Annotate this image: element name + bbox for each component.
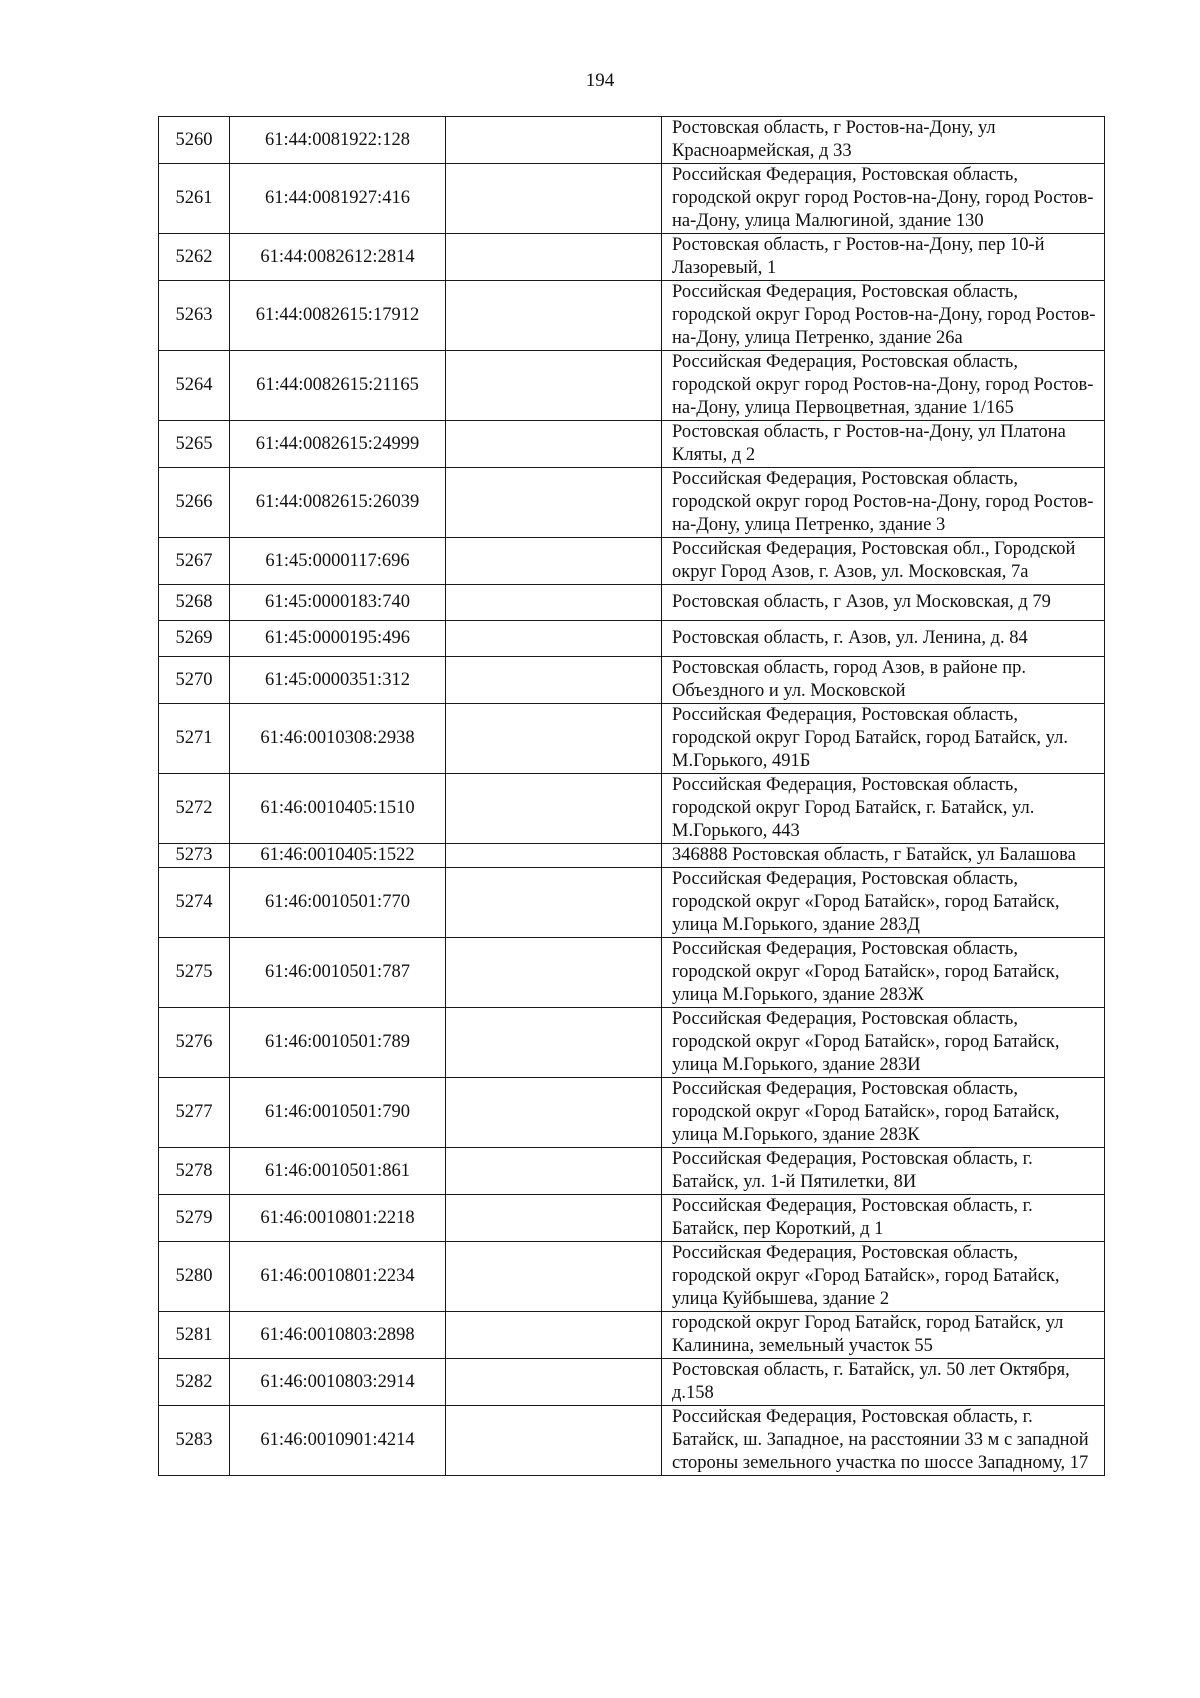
cadastral-number-cell: 61:44:0082615:26039 [230, 468, 446, 538]
row-number-cell: 5264 [159, 351, 230, 421]
address-cell: Ростовская область, город Азов, в районе пр. Объездного и ул. Московской [662, 657, 1105, 704]
row-number-cell: 5274 [159, 868, 230, 938]
cadastral-number-cell: 61:46:0010803:2898 [230, 1312, 446, 1359]
cadastral-number-cell: 61:44:0081922:128 [230, 117, 446, 164]
cadastral-number-cell: 61:46:0010501:861 [230, 1148, 446, 1195]
table-row [159, 421, 1105, 468]
address-cell: Российская Федерация, Ростовская область, городской округ «Город Батайск», город Батайск, улица М.Горького, здание 283Д [662, 868, 1105, 938]
empty-cell [446, 774, 662, 844]
address-cell: Российская Федерация, Ростовская обл., Городской округ Город Азов, г. Азов, ул. Московская, 7а [662, 538, 1105, 585]
empty-cell [446, 704, 662, 774]
cadastral-number-cell: 61:44:0082615:24999 [230, 421, 446, 468]
address-cell: Российская Федерация, Ростовская область, городской округ «Город Батайск», город Батайск, улица М.Горького, здание 283И [662, 1008, 1105, 1078]
table-row [159, 1195, 1105, 1242]
table-row [159, 1008, 1105, 1078]
row-number-cell: 5269 [159, 621, 230, 657]
address-cell: Российская Федерация, Ростовская область, г. Батайск, пер Короткий, д 1 [662, 1195, 1105, 1242]
cadastral-number-cell: 61:45:0000195:496 [230, 621, 446, 657]
address-cell: городской округ Город Батайск, город Батайск, ул Калинина, земельный участок 55 [662, 1312, 1105, 1359]
empty-cell [446, 538, 662, 585]
row-number-cell: 5273 [159, 844, 230, 868]
cadastral-number-cell: 61:46:0010501:787 [230, 938, 446, 1008]
table-row [159, 868, 1105, 938]
table-row [159, 351, 1105, 421]
empty-cell [446, 1359, 662, 1406]
row-number-cell: 5271 [159, 704, 230, 774]
table-row [159, 1078, 1105, 1148]
row-number-cell: 5266 [159, 468, 230, 538]
row-number-cell: 5280 [159, 1242, 230, 1312]
address-cell: Российская Федерация, Ростовская область, городской округ «Город Батайск», город Батайск, улица М.Горького, здание 283К [662, 1078, 1105, 1148]
row-number-cell: 5267 [159, 538, 230, 585]
empty-cell [446, 938, 662, 1008]
address-cell: Ростовская область, г Ростов-на-Дону, пер 10-й Лазоревый, 1 [662, 234, 1105, 281]
address-cell: Ростовская область, г. Батайск, ул. 50 лет Октября, д.158 [662, 1359, 1105, 1406]
table-row [159, 234, 1105, 281]
address-cell: Российская Федерация, Ростовская область, городской округ «Город Батайск», город Батайск, улица М.Горького, здание 283Ж [662, 938, 1105, 1008]
address-cell: Российская Федерация, Ростовская область, городской округ Город Ростов-на-Дону, город Ростов-на-Дону, улица Петренко, здание 26а [662, 281, 1105, 351]
row-number-cell: 5270 [159, 657, 230, 704]
address-cell: Ростовская область, г Азов, ул Московская, д 79 [662, 585, 1105, 621]
table-row [159, 1312, 1105, 1359]
table-row [159, 774, 1105, 844]
empty-cell [446, 1406, 662, 1476]
empty-cell [446, 164, 662, 234]
address-cell: Российская Федерация, Ростовская область, городской округ «Город Батайск», город Батайск, улица Куйбышева, здание 2 [662, 1242, 1105, 1312]
empty-cell [446, 351, 662, 421]
empty-cell [446, 1242, 662, 1312]
cadastral-number-cell: 61:45:0000351:312 [230, 657, 446, 704]
table-row [159, 164, 1105, 234]
empty-cell [446, 1312, 662, 1359]
cadastral-number-cell: 61:46:0010308:2938 [230, 704, 446, 774]
cadastral-number-cell: 61:44:0082615:21165 [230, 351, 446, 421]
cadastral-number-cell: 61:46:0010501:789 [230, 1008, 446, 1078]
row-number-cell: 5277 [159, 1078, 230, 1148]
empty-cell [446, 1008, 662, 1078]
address-cell: Ростовская область, г. Азов, ул. Ленина, д. 84 [662, 621, 1105, 657]
table-row [159, 281, 1105, 351]
row-number-cell: 5282 [159, 1359, 230, 1406]
row-number-cell: 5260 [159, 117, 230, 164]
cadastral-number-cell: 61:45:0000117:696 [230, 538, 446, 585]
cadastral-number-cell: 61:46:0010901:4214 [230, 1406, 446, 1476]
address-cell: 346888 Ростовская область, г Батайск, ул Балашова [662, 844, 1105, 868]
table-row [159, 844, 1105, 868]
empty-cell [446, 1195, 662, 1242]
row-number-cell: 5283 [159, 1406, 230, 1476]
address-cell: Российская Федерация, Ростовская область, городской округ город Ростов-на-Дону, город Ростов-на-Дону, улица Малюгиной, здание 130 [662, 164, 1105, 234]
cadastral-number-cell: 61:46:0010405:1522 [230, 844, 446, 868]
row-number-cell: 5275 [159, 938, 230, 1008]
cadastral-number-cell: 61:46:0010501:790 [230, 1078, 446, 1148]
table-row [159, 585, 1105, 621]
row-number-cell: 5265 [159, 421, 230, 468]
empty-cell [446, 657, 662, 704]
cadastral-number-cell: 61:46:0010801:2218 [230, 1195, 446, 1242]
empty-cell [446, 621, 662, 657]
row-number-cell: 5281 [159, 1312, 230, 1359]
cadastral-number-cell: 61:45:0000183:740 [230, 585, 446, 621]
cadastral-number-cell: 61:46:0010803:2914 [230, 1359, 446, 1406]
address-cell: Российская Федерация, Ростовская область, городской округ Город Батайск, город Батайск, ул. М.Горького, 491Б [662, 704, 1105, 774]
empty-cell [446, 1148, 662, 1195]
empty-cell [446, 868, 662, 938]
row-number-cell: 5279 [159, 1195, 230, 1242]
table-row [159, 538, 1105, 585]
empty-cell [446, 234, 662, 281]
empty-cell [446, 421, 662, 468]
page-number: 194 [585, 70, 615, 91]
address-cell: Российская Федерация, Ростовская область, г. Батайск, ул. 1-й Пятилетки, 8И [662, 1148, 1105, 1195]
table-row [159, 1148, 1105, 1195]
row-number-cell: 5276 [159, 1008, 230, 1078]
empty-cell [446, 117, 662, 164]
table-row [159, 657, 1105, 704]
cadastral-number-cell: 61:44:0082612:2814 [230, 234, 446, 281]
table-row [159, 1359, 1105, 1406]
row-number-cell: 5268 [159, 585, 230, 621]
table-row [159, 621, 1105, 657]
address-cell: Российская Федерация, Ростовская область, городской округ город Ростов-на-Дону, город Ростов-на-Дону, улица Петренко, здание 3 [662, 468, 1105, 538]
row-number-cell: 5263 [159, 281, 230, 351]
table-row [159, 117, 1105, 164]
address-cell: Ростовская область, г Ростов-на-Дону, ул Красноармейская, д 33 [662, 117, 1105, 164]
cadastral-number-cell: 61:44:0081927:416 [230, 164, 446, 234]
table-row [159, 938, 1105, 1008]
registry-table-body [159, 117, 1105, 1476]
cadastral-number-cell: 61:46:0010501:770 [230, 868, 446, 938]
row-number-cell: 5261 [159, 164, 230, 234]
row-number-cell: 5262 [159, 234, 230, 281]
empty-cell [446, 585, 662, 621]
address-cell: Российская Федерация, Ростовская область, городской округ город Ростов-на-Дону, город Ростов-на-Дону, улица Первоцветная, здание 1/165 [662, 351, 1105, 421]
address-cell: Российская Федерация, Ростовская область, городской округ Город Батайск, г. Батайск, ул. М.Горького, 443 [662, 774, 1105, 844]
empty-cell [446, 281, 662, 351]
row-number-cell: 5278 [159, 1148, 230, 1195]
empty-cell [446, 844, 662, 868]
address-cell: Российская Федерация, Ростовская область, г. Батайск, ш. Западное, на расстоянии 33 м с западной стороны земельного участка по шоссе Западному, 17 [662, 1406, 1105, 1476]
table-row [159, 1242, 1105, 1312]
cadastral-number-cell: 61:44:0082615:17912 [230, 281, 446, 351]
cadastral-number-cell: 61:46:0010405:1510 [230, 774, 446, 844]
table-row [159, 704, 1105, 774]
empty-cell [446, 1078, 662, 1148]
cadastral-number-cell: 61:46:0010801:2234 [230, 1242, 446, 1312]
registry-table [158, 116, 1105, 1476]
empty-cell [446, 468, 662, 538]
row-number-cell: 5272 [159, 774, 230, 844]
address-cell: Ростовская область, г Ростов-на-Дону, ул Платона Кляты, д 2 [662, 421, 1105, 468]
table-row [159, 1406, 1105, 1476]
table-row [159, 468, 1105, 538]
